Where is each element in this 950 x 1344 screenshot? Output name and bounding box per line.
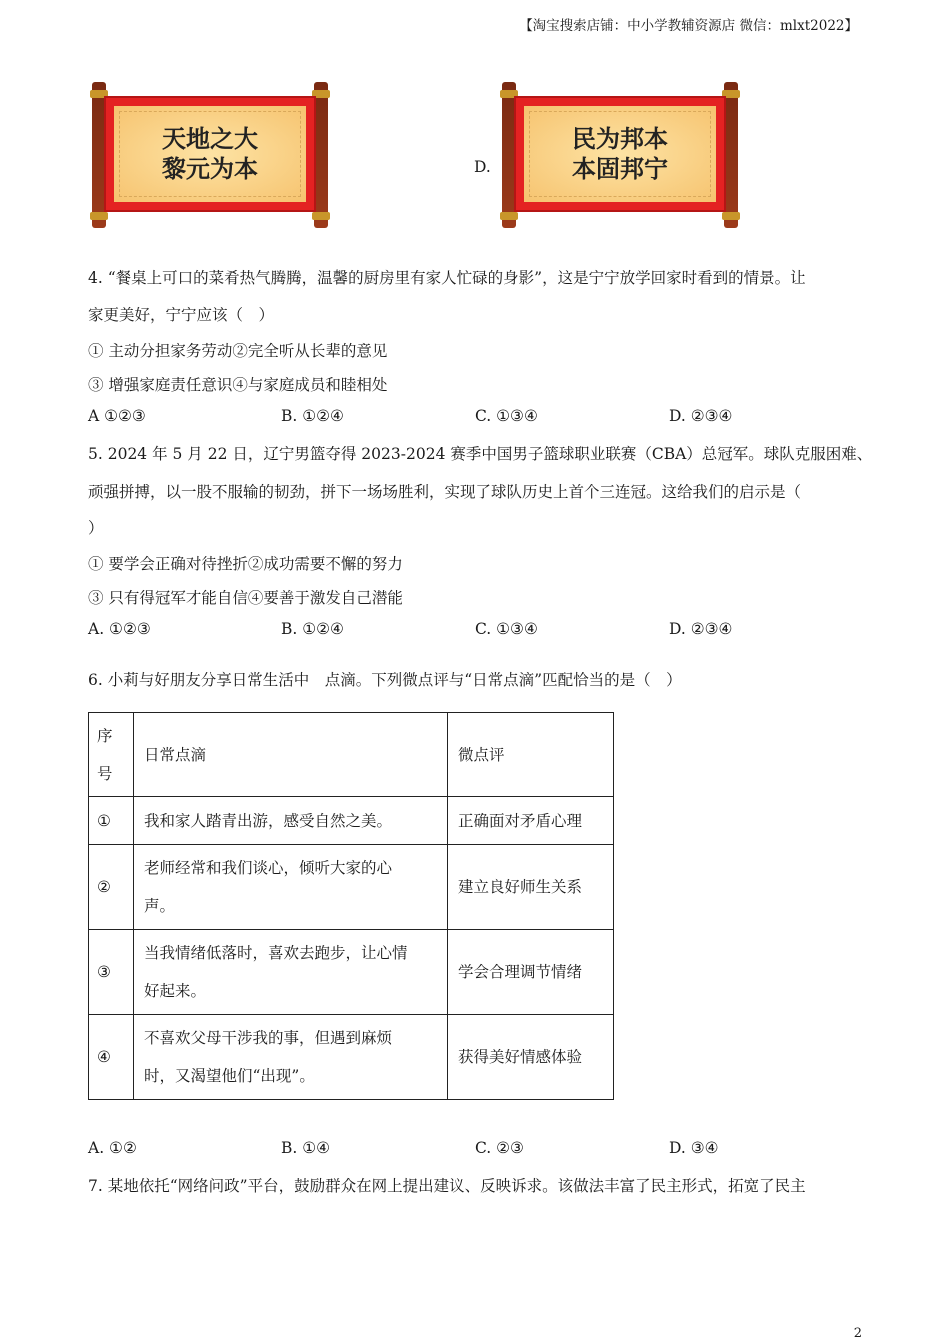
row-comment: 获得美好情感体验 (448, 1015, 614, 1100)
scroll-rod (724, 82, 738, 228)
scroll-text-line2: 本固邦宁 (572, 155, 668, 183)
q5-item2: ③ 只有得冠军才能自信④要善于激发自己潜能 (88, 589, 403, 607)
scroll-rod (314, 82, 328, 228)
q7-stem-line1: 7. 某地依托“网络问政”平台，鼓励群众在网上提出建议、反映诉求。该做法丰富了民主形式，拓宽了民主 (88, 1177, 806, 1195)
table-row (89, 930, 614, 1015)
q4-option-d: D. ②③④ (669, 407, 733, 425)
scroll-image-d (498, 82, 742, 228)
table-header-row (89, 713, 614, 797)
scroll-text-line1: 民为邦本 (572, 125, 668, 153)
header-cell-comment: 微点评 (448, 713, 614, 797)
row-comment: 正确面对矛盾心理 (448, 797, 614, 845)
header-cell-event: 日常点滴 (134, 713, 448, 797)
q6-option-a: A. ①② (88, 1139, 137, 1157)
q6-stem: 6. 小莉与好朋友分享日常生活中 点滴。下列微点评与“日常点滴”匹配恰当的是（ ） (88, 671, 682, 689)
table-row (89, 1015, 614, 1100)
row-number: ② (89, 845, 134, 930)
q6-table (88, 712, 614, 1100)
scroll-frame (514, 96, 726, 212)
row-comment: 建立良好师生关系 (448, 845, 614, 930)
q4-stem-line2: 家更美好，宁宁应该（ ） (88, 306, 275, 324)
row-event-line2: 好起来。 (144, 982, 207, 1000)
header-number-text: 序号 (97, 726, 113, 783)
q5-option-c: C. ①③④ (475, 620, 538, 638)
row-event-line1: 当我情绪低落时，喜欢去跑步，让心情 (144, 944, 408, 962)
q5-stem-line2: 顽强拼搏，以一股不服输的韧劲，拼下一场场胜利，实现了球队历史上首个三连冠。这给我们的启示是（ (88, 483, 802, 501)
row-event-line1: 不喜欢父母干涉我的事，但遇到麻烦 (144, 1029, 393, 1047)
q4-item2: ③ 增强家庭责任意识④与家庭成员和睦相处 (88, 376, 388, 394)
table-row (89, 797, 614, 845)
q5-item1: ① 要学会正确对待挫折②成功需要不懈的努力 (88, 555, 403, 573)
scroll-panel (114, 106, 306, 202)
row-event (134, 1015, 448, 1100)
row-number: ① (89, 797, 134, 845)
q6-option-d: D. ③④ (669, 1139, 719, 1157)
option-d-label: D. (474, 158, 491, 176)
row-event (134, 845, 448, 930)
row-event-line1: 老师经常和我们谈心，倾听大家的心 (144, 859, 393, 877)
page-number: 2 (853, 1326, 862, 1341)
row-event-line2: 声。 (144, 897, 176, 915)
q6-option-c: C. ②③ (475, 1139, 524, 1157)
q5-stem-line3: ） (88, 519, 104, 537)
scroll-text-line2: 黎元为本 (162, 155, 258, 183)
row-number: ③ (89, 930, 134, 1015)
row-number: ④ (89, 1015, 134, 1100)
page-header: 【淘宝搜索店铺：中小学教辅资源店 微信：mlxt2022】 (519, 18, 858, 34)
table-row (89, 845, 614, 930)
scroll-panel (524, 106, 716, 202)
q4-stem-line1: 4. “餐桌上可口的菜肴热气腾腾，温馨的厨房里有家人忙碌的身影”，这是宁宁放学回家时看到的情景。让 (88, 269, 806, 287)
q4-option-a: A ①②③ (88, 407, 146, 425)
header-cell-number (89, 713, 134, 797)
scroll-text-line1: 天地之大 (162, 125, 258, 153)
row-comment: 学会合理调节情绪 (448, 930, 614, 1015)
q4-item1: ① 主动分担家务劳动②完全听从长辈的意见 (88, 342, 388, 360)
q5-stem-line1: 5. 2024 年 5 月 22 日，辽宁男篮夺得 2023-2024 赛季中国男子篮球职业联赛（CBA）总冠军。球队克服困难、 (88, 445, 873, 463)
q5-option-d: D. ②③④ (669, 620, 733, 638)
row-event-line2: 时，又渴望他们“出现”。 (144, 1067, 315, 1085)
q5-option-a: A. ①②③ (88, 620, 151, 638)
scroll-image-c (88, 82, 332, 228)
q4-option-c: C. ①③④ (475, 407, 538, 425)
q6-option-b: B. ①④ (281, 1139, 331, 1157)
q4-option-b: B. ①②④ (281, 407, 344, 425)
row-event (134, 930, 448, 1015)
row-event: 我和家人踏青出游，感受自然之美。 (134, 797, 448, 845)
q5-option-b: B. ①②④ (281, 620, 344, 638)
scroll-frame (104, 96, 316, 212)
